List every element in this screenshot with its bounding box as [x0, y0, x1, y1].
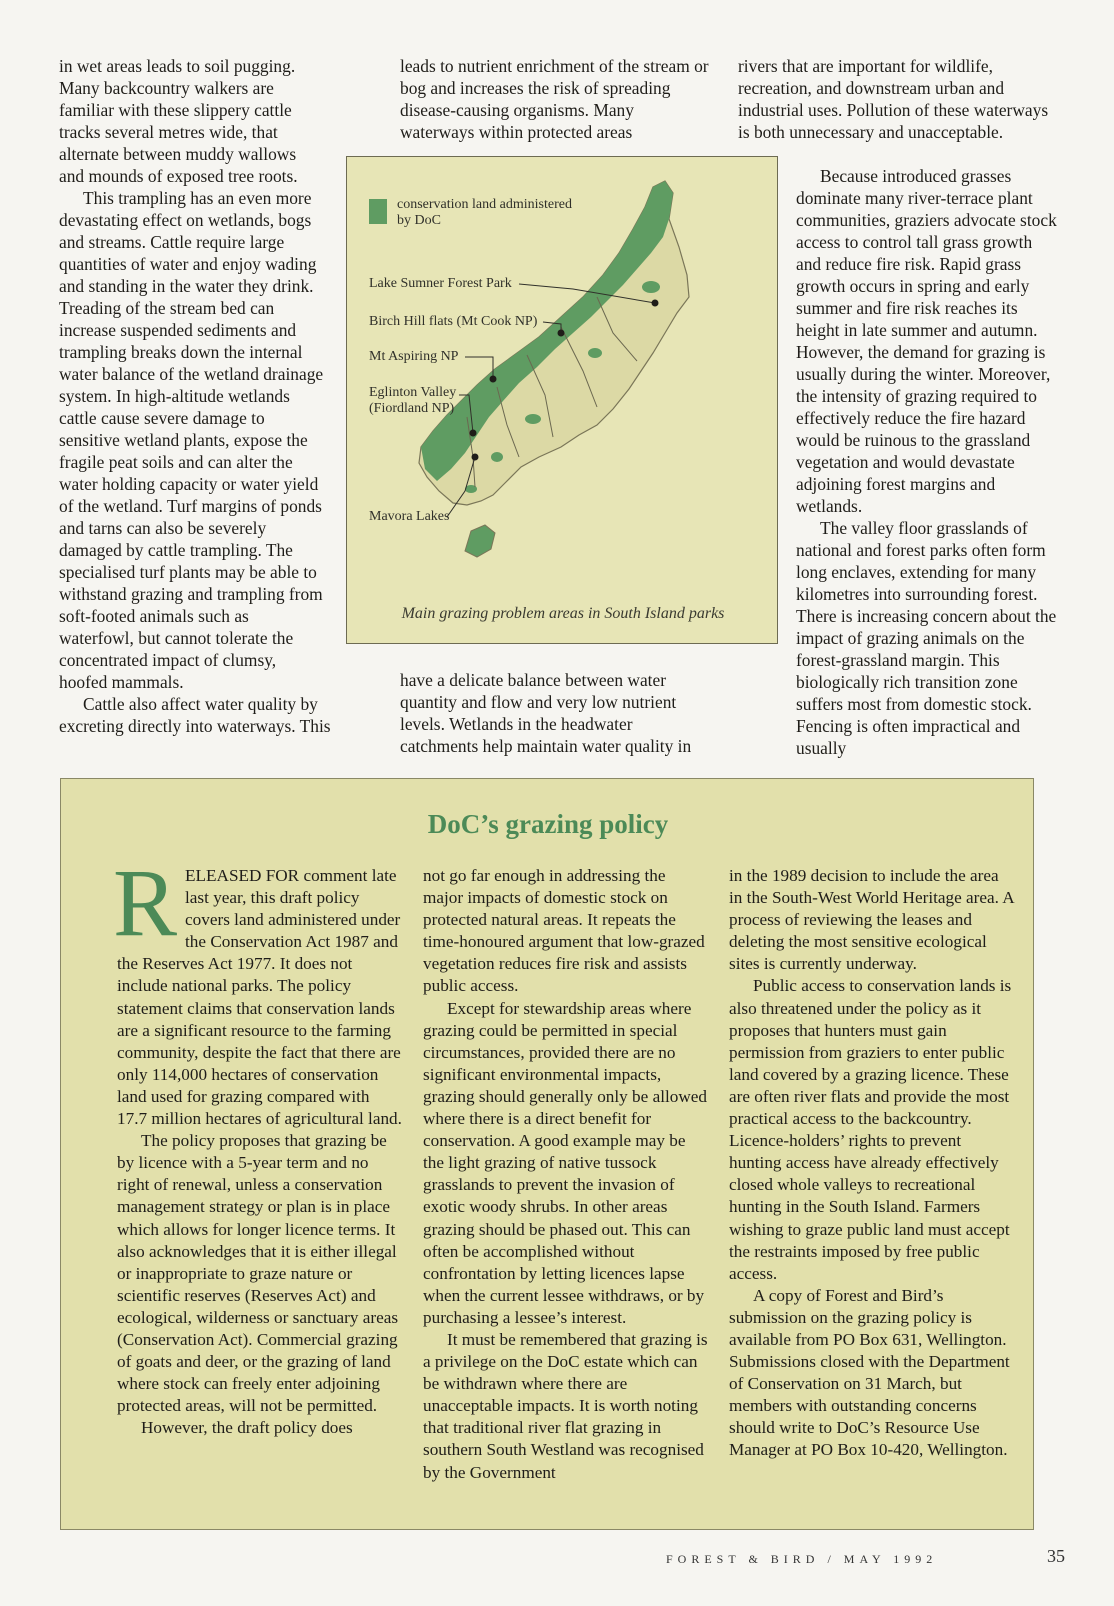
conservation-patch — [491, 452, 503, 462]
location-point — [558, 330, 565, 337]
sidebar-paragraph: The policy proposes that grazing be by licence with a 5-year term and no right of renewal, unless a conservation management strategy or plan is in place which allows for longer licence terms. It also acknowledges that it is either illegal or inappropriate to graze nature or scientific reserves (Reserves Act) and ecological, wilderness or sanctuary areas (Conservation Act). Commercial grazing of goats and deer, or the grazing of land where stock can freely enter adjoining protected areas, will not be permitted. — [117, 1131, 399, 1416]
stewart-island — [465, 525, 495, 557]
sidebar-title: DoC’s grazing policy — [427, 809, 669, 839]
article-paragraph: have a delicate balance between water quantity and flow and very low nutrient levels. Wetlands in the headwater catchments help maintain water quality in — [400, 670, 692, 756]
sidebar-paragraph: It must be remembered that grazing is a privilege on the DoC estate which can be withdrawn where there are unacceptable impacts. It is worth noting that traditional river flat grazing in southern South Westland was recognised by the Government — [423, 1329, 708, 1482]
sidebar-paragraph: However, the draft policy does — [141, 1418, 353, 1438]
sidebar-paragraph: not go far enough in addressing the major impacts of domestic stock on protected natural areas. It repeats the time-honoured argument that low-grazed vegetation reduces fire risk and assists public access. — [423, 866, 705, 996]
sidebar-paragraph: A copy of Forest and Bird’s submission on the grazing policy is available from PO Box 631, Wellington. Submissions closed with the Department of Conservation on 31 March, but members with outstanding concerns should write to DoC’s Resource Use Manager at PO Box 10-420, Wellington. — [729, 1285, 1010, 1460]
page-number: 35 — [1047, 1546, 1065, 1566]
conservation-patch — [525, 414, 541, 424]
map-label-birch-hill: Birch Hill flats (Mt Cook NP) — [369, 314, 538, 329]
legend-swatch — [369, 199, 387, 224]
location-point — [652, 300, 659, 307]
article-paragraph: The valley floor grasslands of national and forest parks often form long enclaves, extending for many kilometres into surrounding forest. There is increasing concern about the impact of grazing animals on the forest-grassland margin. This biologically rich transition zone suffers most from domestic stock. Fencing is often impractical and usually — [796, 518, 1057, 758]
sidebar-column-2 — [423, 865, 709, 1484]
conservation-patch — [588, 348, 602, 358]
sidebar-paragraph: Except for stewardship areas where grazing could be permitted in special circumstances, provided there are no significant environmental impacts, grazing should generally only be allowed where there is a direct benefit for conservation. A good example may be the light grazing of native tussock grasslands to prevent the invasion of exotic woody shrubs. In other areas grazing should be phased out. This can often be accomplished without confrontation by letting licences lapse when the current lessee withdraws, or by purchasing a lessee’s interest. — [423, 998, 707, 1327]
location-point — [470, 430, 477, 437]
drop-cap: R — [113, 849, 178, 956]
sidebar-paragraph: Public access to conservation lands is also threatened under the policy as it proposes that hunters must gain permission from graziers to enter public land covered by a grazing licence. These are often river flats and provide the most practical access to the backcountry. Licence-holders’ rights to prevent hunting access have already effectively closed whole valleys to recreational hunting in the South Island. Farmers wishing to graze public land must accept the restraints imposed by free public access. — [729, 976, 1012, 1283]
sidebar-lead-paragraph: RELEASED FOR comment late last year, this draft policy covers land administered under the Conservation Act 1987 and the Reserves Act 1977. It does not include national parks. The policy statement claims that conservation lands are a significant resource to the farming community, despite the fact that there are only 114,000 hectares of conservation land used for grazing compared with 17.7 million hectares of agricultural land. — [113, 849, 402, 1129]
article-paragraph: rivers that are important for wildlife, recreation, and downstream urban and industrial uses. Pollution of these waterways is both unnecessary and unacceptable. — [738, 56, 1049, 142]
article-column-3 — [738, 55, 1060, 143]
south-island-map-figure — [346, 156, 778, 644]
article-paragraph: in wet areas leads to soil pugging. Many backcountry walkers are familiar with these slippery cattle tracks several metres wide, that alternate between muddy wallows and mounds of exposed tree roots. — [59, 56, 298, 186]
grazing-policy-sidebar — [60, 778, 1034, 1530]
article-column-2-top — [400, 55, 712, 143]
running-footer: FOREST & BIRD / MAY 1992 — [666, 1552, 938, 1566]
map-label-mt-aspiring: Mt Aspiring NP — [369, 349, 459, 364]
map-label-mavora: Mavora Lakes — [369, 509, 450, 524]
article-paragraph: leads to nutrient enrichment of the stream or bog and increases the risk of spreading disease-causing organisms. Many waterways within protected areas — [400, 56, 709, 142]
article-paragraph: Cattle also affect water quality by excreting directly into waterways. This — [59, 694, 331, 736]
conservation-patch — [642, 281, 660, 293]
article-column-2-bottom — [400, 669, 712, 757]
article-column-1 — [59, 55, 341, 737]
map-label-fiordland: (Fiordland NP) — [369, 401, 455, 416]
article-paragraph: Because introduced grasses dominate many river-terrace plant communities, graziers advocate stock access to control tall grass growth and reduce fire risk. Rapid grass growth occurs in spring and early summer and fire risk reaches its height in late summer and autumn. However, the demand for grazing is usually during the winter. Moreover, the intensity of grazing required to effectively reduce the fire hazard would be ruinous to the grassland vegetation and would devastate adjoining forest margins and wetlands. — [796, 166, 1057, 516]
map-label-lake-sumner: Lake Sumner Forest Park — [369, 276, 512, 291]
map-label-eglinton: Eglinton Valley — [369, 385, 457, 400]
location-point — [490, 376, 497, 383]
sidebar-paragraph: in the 1989 decision to include the area in the South-West World Heritage area. A process of reviewing the leases and deleting the most sensitive ecological sites is currently underway. — [729, 866, 1014, 974]
article-paragraph: This trampling has an even more devastating effect on wetlands, bogs and streams. Cattle require large quantities of water and enjoy wading and standing in the water they drink. Treading of the stream bed can increase suspended sediments and trampling breaks down the internal water balance of the wetland drainage system. In high-altitude wetlands cattle cause severe damage to sensitive wetland plants, expose the fragile peat soils and can alter the water holding capacity or water yield of the wetland. Turf margins of ponds and tarns can also be severely damaged by cattle trampling. The specialised turf plants may be able to withstand grazing and trampling from soft-footed animals such as waterfowl, but cannot tolerate the concentrated impact of clumsy, hoofed mammals. — [59, 188, 324, 692]
location-point — [472, 454, 479, 461]
sidebar-column-1 — [113, 849, 403, 1439]
legend-label: conservation land administered by DoC — [397, 197, 572, 228]
map-caption: Main grazing problem areas in South Island parks — [401, 605, 725, 622]
article-column-3-narrow — [796, 165, 1060, 759]
sidebar-column-3 — [729, 865, 1015, 1462]
